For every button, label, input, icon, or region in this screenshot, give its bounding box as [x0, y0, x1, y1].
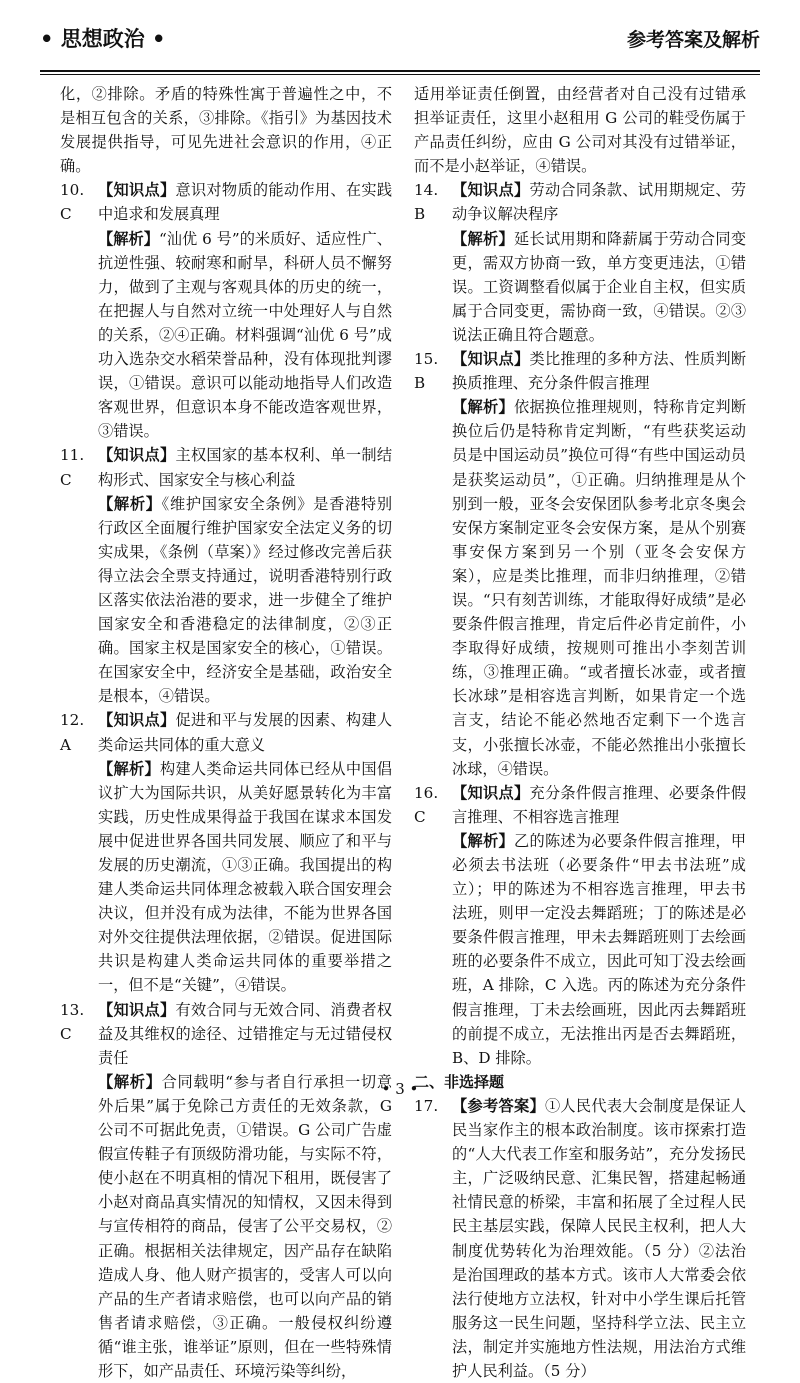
knowledge-tag: 【知识点】	[452, 181, 530, 200]
knowledge-point	[98, 998, 392, 1070]
knowledge-text: 类比推理的多种方法、性质判断换质推理、充分条件假言推理	[452, 350, 747, 393]
knowledge-text: 充分条件假言推理、必要条件假言推理、不相容选言推理	[452, 783, 747, 826]
section-title: 参考答案及解析	[626, 28, 760, 51]
knowledge-tag: 【知识点】	[98, 1000, 176, 1019]
section-heading: 二、非选择题	[414, 1072, 505, 1091]
knowledge-text: 劳动合同条款、试用期规定、劳动争议解决程序	[452, 181, 747, 224]
question-10	[60, 178, 392, 443]
analysis-text: 《维护国家安全条例》是香港特别行政区全面履行维护国家安全法定义务的切实成果，《条例（草案）》经过修改完善后获得立法会全票支持通过，说明香港特别行政区落实依法治港的要求，进一步健全了维护国家安全和香港稳定的法律制度，②③正确。国家主权是国家安全的核心，①错误。在国家安全中，经济安全是基础，政治安全是根本，④错误。	[98, 494, 393, 706]
analysis-tag: 【解析】	[98, 1072, 162, 1091]
question-14	[414, 178, 746, 347]
analysis	[98, 757, 392, 998]
analysis-tag: 【解析】	[98, 494, 162, 513]
analysis-text: 构建人类命运共同体已经从中国倡议扩大为国际共识，从美好愿景转化为丰富实践，历史性成果得益于我国在谋求本国发展中促进世界各国共同发展、顺应了和平与发展的历史潮流，①③正确。我国提出的构建人类命运共同体理念被载入联合国安理会决议，但并没有成为法律，不能为世界各国对外交往提供法理依据，②错误。促进国际共识是构建人类命运共同体的重要举措之一，但不是“关键”，④错误。	[98, 759, 393, 995]
analysis-tag: 【解析】	[98, 229, 159, 248]
analysis	[98, 1070, 392, 1383]
question-number: 16. C	[414, 783, 439, 826]
question-number: 14. B	[414, 181, 439, 224]
analysis-tag: 【解析】	[452, 398, 514, 417]
knowledge-point	[452, 178, 746, 226]
question-11	[60, 443, 392, 708]
header-rule-thick	[40, 70, 760, 72]
question-number: 11. C	[60, 446, 85, 489]
knowledge-tag: 【知识点】	[98, 711, 176, 730]
question-17	[414, 1094, 746, 1383]
analysis-text: 依据换位推理规则，特称肯定判断换位后仍是特称肯定判断，“有些获奖运动员是中国运动员”换位可得“有些中国运动员是获奖运动员”，①正确。归纳推理是从个别到一般，亚冬会安保团队参考北京冬奥会安保方案制定亚冬会安保方案，是从个别赛事安保方案到另一个别（亚冬会安保方案），应是类比推理，而非归纳推理，②错误。“只有刻苦训练，才能取得好成绩”是必要条件假言推理，肯定后件必肯定前件，小李取得好成绩，按规则可推出小李刻苦训练，③推理正确。“或者擅长冰壶，或者擅长冰球”是相容选言判断，如果肯定一个选言支，结论不能必然地否定剩下一个选言支，小张擅长冰壶，不能必然推出小张擅长冰球，④错误。	[452, 398, 747, 778]
question-number: 13. C	[60, 1000, 85, 1043]
knowledge-tag: 【知识点】	[452, 350, 530, 369]
knowledge-tag: 【知识点】	[98, 446, 176, 465]
analysis	[452, 829, 746, 1070]
header-rule-thin	[40, 74, 760, 75]
analysis	[452, 227, 746, 347]
analysis	[98, 227, 392, 444]
question-12	[60, 708, 392, 997]
right-column	[414, 82, 747, 1380]
question-number: 12. A	[60, 711, 85, 754]
question-13	[60, 998, 392, 1383]
knowledge-point	[452, 347, 746, 395]
reference-answer	[452, 1094, 746, 1383]
left-column	[60, 82, 393, 1380]
analysis-text: “汕优 6 号”的米质好、适应性广、抗逆性强、较耐寒和耐旱，科研人员不懈努力，做到了主观与客观具体的历史的统一，在把握人与自然对立统一中处理好人与自然的关系，②④正确。材料强调“汕优 6 号”成功入选杂交水稻荣誉品种，没有体现批判谬误，①错误。意识可以能动地指导人们改造客观世界，但意识本身不能改造客观世界，③错误。	[98, 229, 392, 441]
subject-label: • 思想政治 •	[40, 27, 166, 51]
continued-text: 化，②排除。矛盾的特殊性寓于普遍性之中，不是相互包含的关系，③排除。《指引》为基因技术发展提供指导，可见先进社会意识的作用，④正确。	[60, 85, 392, 176]
knowledge-text: 有效合同与无效合同、消费者权益及其维权的途径、过错推定与无过错侵权责任	[98, 1000, 393, 1067]
knowledge-tag: 【知识点】	[98, 181, 176, 200]
question-number: 17.	[414, 1096, 439, 1115]
question-number: 15. B	[414, 350, 439, 393]
knowledge-text: 促进和平与发展的因素、构建人类命运共同体的重大意义	[98, 711, 393, 754]
knowledge-point	[98, 443, 392, 491]
continued-text: 适用举证责任倒置，由经营者对自己没有过错承担举证责任，这里小赵租用 G 公司的鞋受伤属于产品责任纠纷，应由 G 公司对其没有过错举证，而不是小赵举证，④错误。	[414, 85, 746, 176]
analysis	[452, 395, 746, 781]
page-number: • 3 •	[381, 1080, 419, 1098]
analysis	[98, 492, 392, 709]
knowledge-text: 意识对物质的能动作用、在实践中追求和发展真理	[98, 181, 393, 224]
page-header	[40, 8, 760, 68]
knowledge-text: 主权国家的基本权利、单一制结构形式、国家安全与核心利益	[98, 446, 393, 489]
knowledge-point	[452, 781, 746, 829]
knowledge-point	[98, 178, 392, 226]
answer-tag: 【参考答案】	[452, 1096, 545, 1115]
knowledge-point	[98, 708, 392, 756]
analysis-tag: 【解析】	[98, 759, 160, 778]
question-number: 10. C	[60, 181, 85, 224]
knowledge-tag: 【知识点】	[452, 783, 530, 802]
analysis-tag: 【解析】	[452, 229, 514, 248]
question-16	[414, 781, 746, 1070]
analysis-tag: 【解析】	[452, 831, 514, 850]
analysis-text: 合同载明“参与者自行承担一切意外后果”属于免除己方责任的无效条款，G 公司不可据此免责，①错误。G 公司广告虚假宣传鞋子有顶级防滑功能，与实际不符，使小赵在不明真相的情况下租用，既侵害了小赵对商品真实情况的知情权，又因未得到与宣传相符的商品，侵害了公平交易权，②正确。根据相关法律规定，因产品存在缺陷造成人身、他人财产损害的，受害人可以向产品的生产者请求赔偿，也可以向产品的销售者请求赔偿，③正确。一般侵权纠纷遵循“谁主张，谁举证”原则，但在一些特殊情形下，如产品责任、环境污染等纠纷，	[98, 1072, 393, 1380]
analysis-text: 延长试用期和降薪属于劳动合同变更，需双方协商一致，单方变更违法，①错误。工资调整看似属于企业自主权，但实质属于合同变更，需协商一致，④错误。②③说法正确且符合题意。	[452, 229, 747, 344]
question-15	[414, 347, 746, 781]
analysis-text: 乙的陈述为必要条件假言推理，甲必须去书法班（必要条件“甲去书法班”成立）；甲的陈述为不相容选言推理，甲去书法班，则甲一定没去舞蹈班；丁的陈述是必要条件假言推理，甲未去舞蹈班则丁去绘画班的必要条件不成立，因此可知丁没去绘画班，A 排除，C 入选。丙的陈述为充分条件假言推理，丁未去绘画班，因此丙去舞蹈班的前提不成立，无法推出丙是否去舞蹈班，B、D 排除。	[452, 831, 747, 1067]
answer-text: ①人民代表大会制度是保证人民当家作主的根本政治制度。该市探索打造的“人大代表工作室和服务站”，充分发扬民主，广泛吸纳民意、汇集民智，搭建起畅通社情民意的桥梁，丰富和拓展了全过程人民民主基层实践，保障人民民主权利，把人大制度优势转化为治理效能。（5 分）②法治是治国理政的基本方式。该市人大常委会依法行使地方立法权，针对中小学生课后托管服务这一民生问题，坚持科学立法、民主立法，制定并实施地方性法规，用法治方式维护人民利益。（5 分）	[452, 1096, 747, 1380]
